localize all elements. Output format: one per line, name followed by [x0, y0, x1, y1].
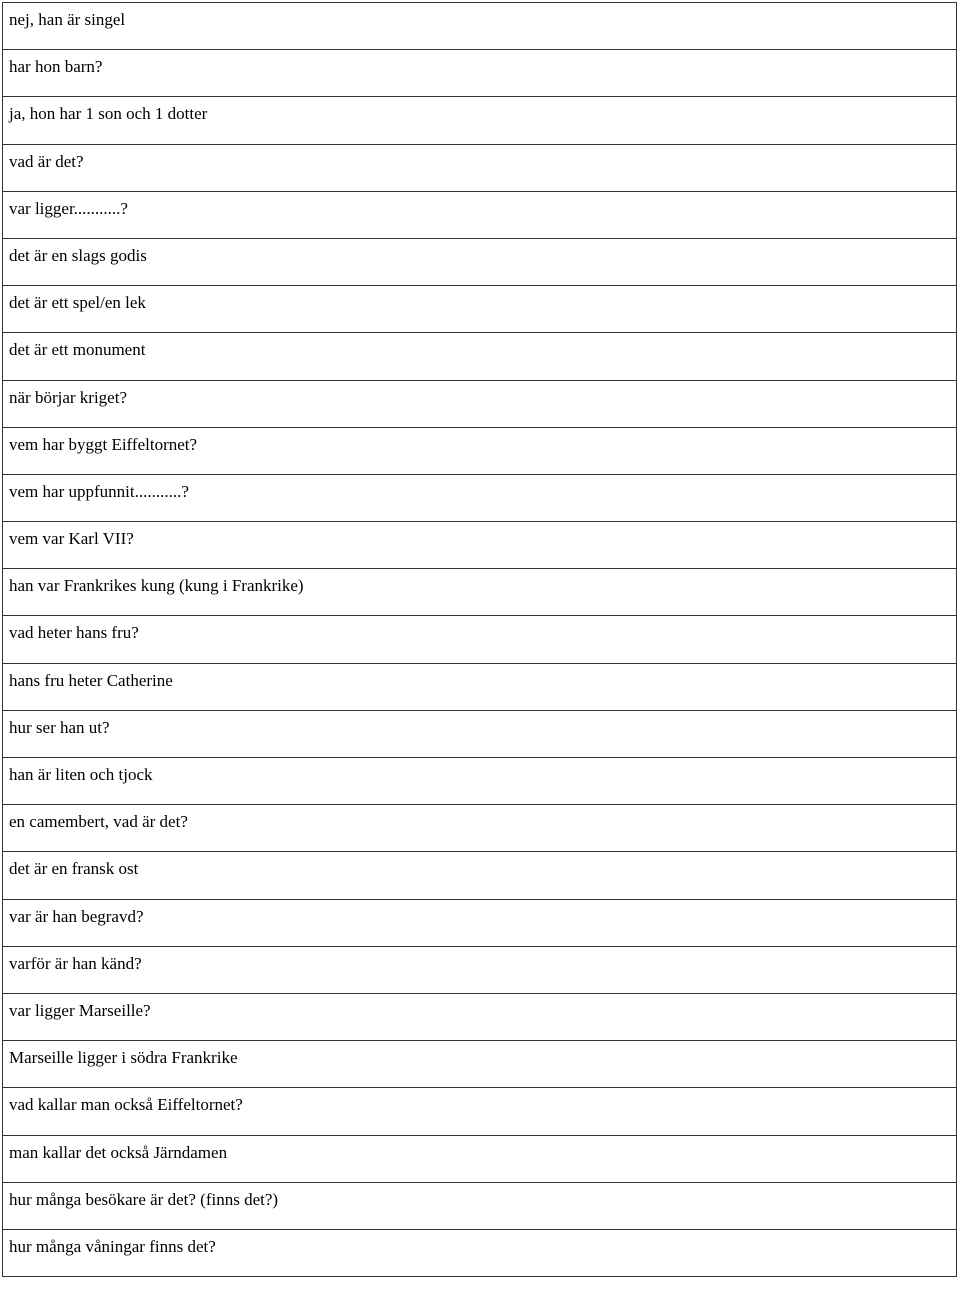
table-row — [3, 805, 957, 852]
phrase-text: ja, hon har 1 son och 1 dotter — [9, 104, 208, 124]
phrase-text: hur ser han ut? — [9, 717, 110, 737]
table-cell — [3, 663, 957, 710]
phrase-text: varför är han känd? — [9, 953, 142, 973]
table-row — [3, 1088, 957, 1135]
table-cell — [3, 380, 957, 427]
phrase-table — [2, 2, 957, 1277]
phrase-text: Marseille ligger i södra Frankrike — [9, 1048, 238, 1068]
phrase-text: han är liten och tjock — [9, 765, 153, 784]
table-row — [3, 427, 957, 474]
table-row — [3, 1041, 957, 1088]
table-row — [3, 993, 957, 1040]
table-row — [3, 569, 957, 616]
phrase-text: hur många besökare är det? (finns det?) — [9, 1189, 279, 1209]
table-row — [3, 333, 957, 380]
table-row — [3, 1182, 957, 1229]
table-row — [3, 238, 957, 285]
table-cell — [3, 710, 957, 757]
phrase-text: hur många våningar finns det? — [9, 1236, 216, 1256]
table-row — [3, 946, 957, 993]
phrase-text: vad kallar man också Eiffeltornet? — [9, 1095, 243, 1115]
phrase-text: vad heter hans fru? — [9, 623, 139, 643]
table-cell — [3, 50, 957, 97]
table-row — [3, 474, 957, 521]
table-row — [3, 663, 957, 710]
table-cell — [3, 191, 957, 238]
phrase-text: vem har byggt Eiffeltornet? — [9, 434, 198, 454]
phrase-text: vad är det? — [9, 151, 84, 171]
table-cell — [3, 522, 957, 569]
phrase-text: det är ett spel/en lek — [9, 293, 146, 313]
table-cell — [3, 1088, 957, 1135]
table-cell — [3, 1135, 957, 1182]
table-row — [3, 616, 957, 663]
phrase-table-body — [3, 3, 957, 1277]
table-row — [3, 522, 957, 569]
table-cell — [3, 852, 957, 899]
table-cell — [3, 474, 957, 521]
table-cell — [3, 1229, 957, 1276]
phrase-text: vem har uppfunnit...........? — [9, 481, 189, 501]
phrase-text: har hon barn? — [9, 57, 103, 77]
table-row — [3, 899, 957, 946]
phrase-text: det är en slags godis — [9, 245, 147, 265]
phrase-text: hans fru heter Catherine — [9, 670, 173, 690]
table-cell — [3, 97, 957, 144]
table-cell — [3, 569, 957, 616]
phrase-text: var är han begravd? — [9, 906, 144, 926]
table-row — [3, 3, 957, 50]
table-cell — [3, 805, 957, 852]
table-row — [3, 50, 957, 97]
table-row — [3, 710, 957, 757]
phrase-text: det är en fransk ost — [9, 859, 139, 879]
table-cell — [3, 144, 957, 191]
table-row — [3, 1135, 957, 1182]
table-cell — [3, 946, 957, 993]
table-row — [3, 144, 957, 191]
table-cell — [3, 1182, 957, 1229]
phrase-text: en camembert, vad är det? — [9, 812, 188, 832]
table-row — [3, 97, 957, 144]
table-row — [3, 380, 957, 427]
phrase-text: nej, han är singel — [9, 10, 126, 29]
table-row — [3, 758, 957, 805]
table-cell — [3, 1041, 957, 1088]
table-cell — [3, 238, 957, 285]
phrase-text: när börjar kriget? — [9, 387, 127, 407]
table-cell — [3, 286, 957, 333]
table-cell — [3, 427, 957, 474]
table-cell — [3, 899, 957, 946]
phrase-text: var ligger...........? — [9, 198, 128, 218]
phrase-text: man kallar det också Järndamen — [9, 1142, 228, 1162]
phrase-text: var ligger Marseille? — [9, 1000, 151, 1020]
phrase-text: vem var Karl VII? — [9, 529, 134, 549]
table-cell — [3, 333, 957, 380]
table-row — [3, 852, 957, 899]
table-row — [3, 286, 957, 333]
table-cell — [3, 3, 957, 50]
table-cell — [3, 993, 957, 1040]
table-row — [3, 1229, 957, 1276]
phrase-text: det är ett monument — [9, 340, 146, 360]
table-row — [3, 191, 957, 238]
phrase-text: han var Frankrikes kung (kung i Frankrike) — [9, 576, 304, 596]
table-cell — [3, 616, 957, 663]
table-cell — [3, 758, 957, 805]
